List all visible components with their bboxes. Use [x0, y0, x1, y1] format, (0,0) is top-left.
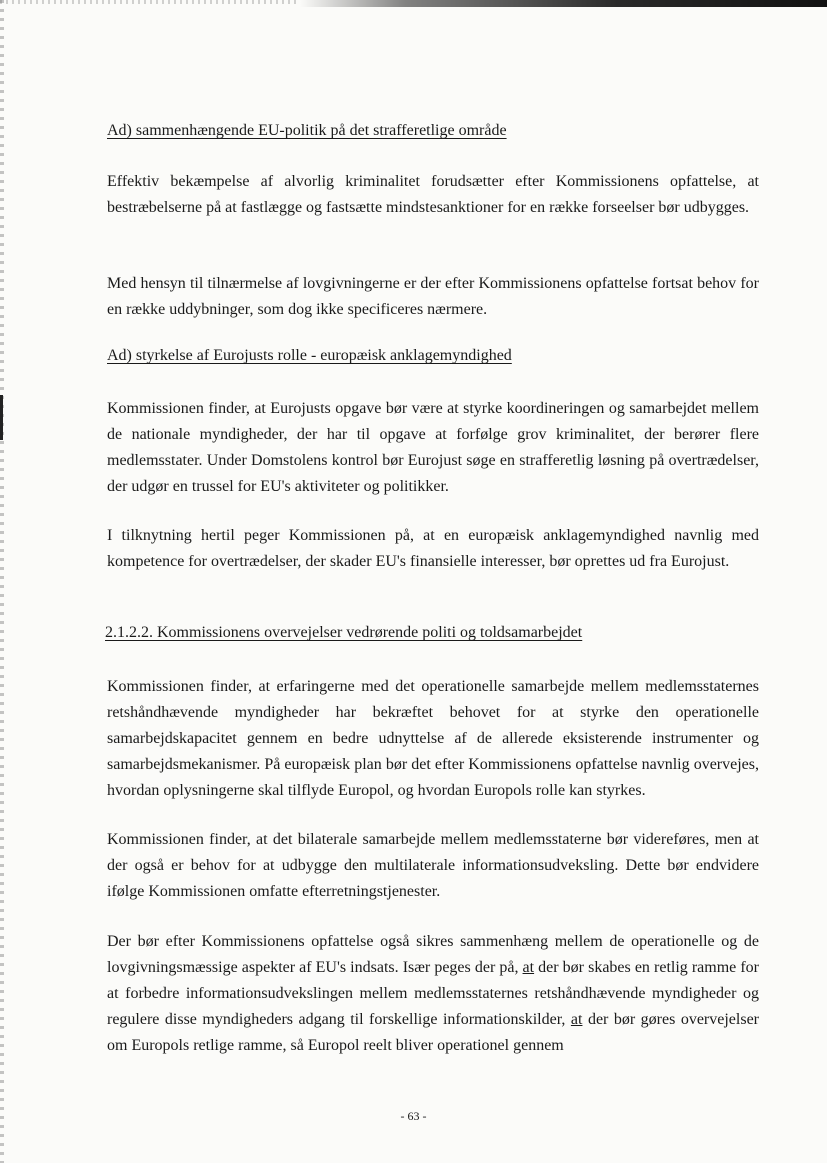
underlined-at-2: at: [570, 1011, 583, 1028]
scan-edge-left: [0, 0, 4, 1163]
paragraph-operational-cooperation: Kommissionen finder, at erfaringerne med det operationelle samarbejde mellem medlemsstaternes retshåndhævende myndigheder har bekræftet behovet for at styrke den operationelle samarbejdskapacitet gennem en bedre udnyttelse af de allerede eksisterende instrumenter og samarbejdsmekanismer. På europæisk plan bør det efter Kommissionens opfattelse navnlig overvejes, hvordan oplysningerne skal tilflyde Europol, og hvordan Europols rolle kan styrkes.: [107, 678, 759, 799]
scan-margin-mark: [0, 395, 3, 440]
paragraph-coherence-part-3: der bør gøres overvejelser om Europols retlige ramme, så Europol reelt bliver operationel gennem: [107, 1011, 760, 1054]
paragraph-eurojust-role: Kommissionen finder, at Eurojusts opgave bør være at styrke koordineringen og samarbejdet mellem de nationale myndigheder, der har til opgave at forfølge grov kriminalitet, der berører flere medlemsstater. Under Domstolens kontrol bør Eurojust søge en strafferetlig løsning på overtrædelser, der udgør en trussel for EU's aktiviteter og politikker.: [107, 400, 759, 495]
paragraph-coherence: [107, 929, 759, 1059]
underlined-at-1: at: [522, 959, 535, 976]
page-number: - 63 -: [400, 1109, 427, 1123]
scan-speckle-top: [0, 0, 300, 4]
paragraph-coherence-part-2: der bør skabes en retlig ramme for at forbedre informationsudvekslingen mellem medlemsstaternes retshåndhævende myndigheder og regulere disse myndigheders adgang til forskellige informationskilder,: [107, 959, 760, 1028]
section-heading-criminal-policy: Ad) sammenhængende EU-politik på det strafferetlige område: [107, 122, 507, 139]
paragraph-minimum-sanctions: Effektiv bekæmpelse af alvorlig kriminalitet forudsætter efter Kommissionens opfattelse, at bestræbelserne på at fastlægge og fastsætte mindstesanktioner for en række forseelser bør udbygges.: [107, 173, 759, 216]
section-heading-police-customs: 2.1.2.2. Kommissionens overvejelser vedrørende politi og toldsamarbejdet: [105, 624, 583, 641]
paragraph-european-prosecutor: I tilknytning hertil peger Kommissionen på, at en europæisk anklagemyndighed navnlig med kompetence for overtrædelser, der skader EU's finansielle interesser, bør oprettes ud fra Eurojust.: [107, 527, 759, 570]
scan-edge-bar: [300, 0, 827, 7]
paragraph-bilateral-cooperation: Kommissionen finder, at det bilaterale samarbejde mellem medlemsstaterne bør videreføres, men at der også er behov for at udbygge den multilaterale informationsudveksling. Dette bør endvidere ifølge Kommissionen omfatte efterretningstjenester.: [107, 831, 759, 900]
paragraph-coherence-part-1: Der bør efter Kommissionens opfattelse også sikres sammenhæng mellem de operationelle og de lovgivningsmæssige aspekter af EU's indsats. Især peges der på,: [107, 933, 759, 976]
paragraph-approximation-of-laws: Med hensyn til tilnærmelse af lovgivningerne er der efter Kommissionens opfattelse fortsat behov for en række uddybninger, som dog ikke specificeres nærmere.: [107, 275, 759, 318]
section-heading-eurojust: Ad) styrkelse af Eurojusts rolle - europæisk anklagemyndighed: [107, 347, 512, 364]
